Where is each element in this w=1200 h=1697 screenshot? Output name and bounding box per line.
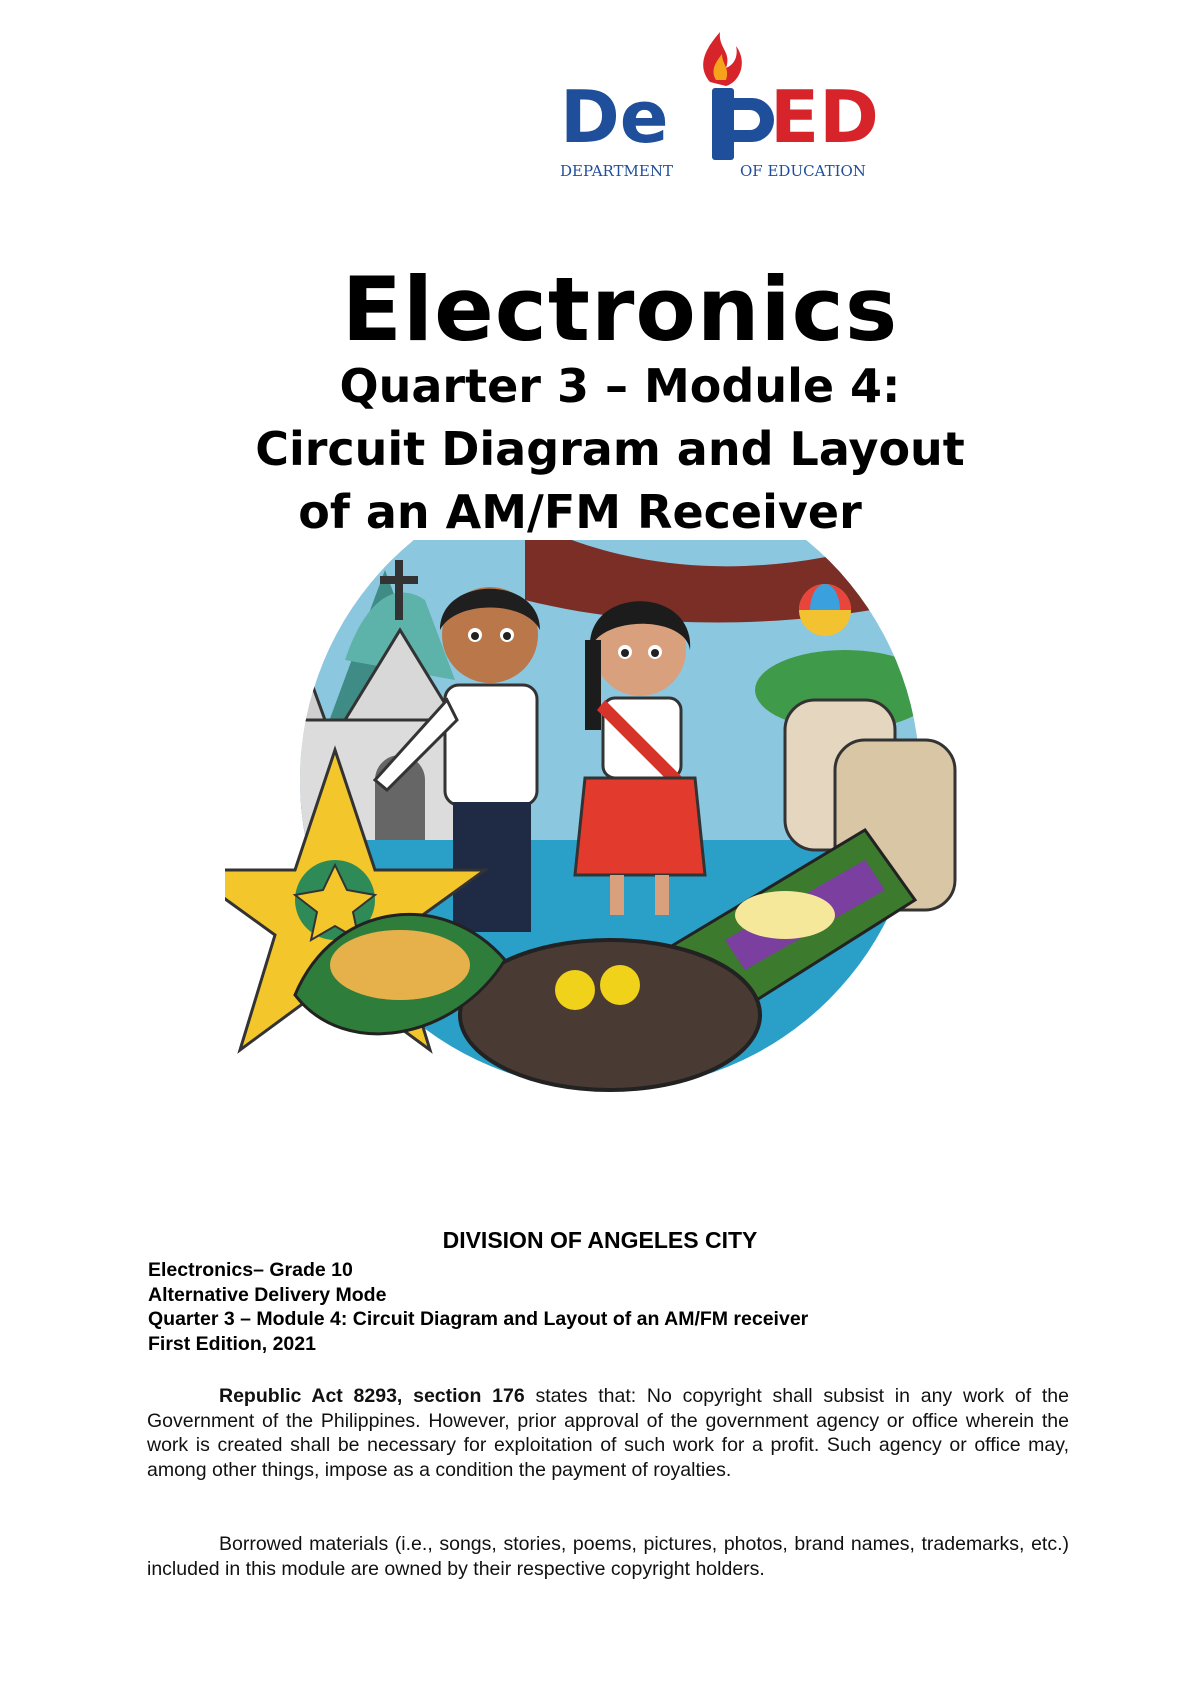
meta-line-module: Quarter 3 – Module 4: Circuit Diagram and Layout of an AM/FM receiver — [148, 1308, 809, 1330]
deped-tagline-left: DEPARTMENT — [560, 162, 673, 180]
copyright-paragraph — [147, 1384, 1069, 1482]
module-subtitle-line1: Quarter 3 – Module 4: — [339, 359, 901, 413]
meta-line-mode: Alternative Delivery Mode — [148, 1283, 387, 1306]
meta-line-grade: Electronics– Grade 10 — [148, 1259, 353, 1281]
module-metadata — [148, 1258, 808, 1356]
division-heading: DIVISION OF ANGELES CITY — [442, 1227, 758, 1253]
module-subtitle-line2: Circuit Diagram and Layout — [255, 422, 965, 476]
svg-text:ED: ED — [770, 75, 879, 159]
borrowed-materials-text: Borrowed materials (i.e., songs, stories, poems, pictures, photos, brand names, trademarks, etc.) included in this module are owned by their respective copyright holders. — [147, 1533, 1069, 1580]
copyright-paragraph-text: states that: No copyright shall subsist in any work of the Government of the Philippines. However, prior approval of the government agency or office wherein the work is created shall be necessary for exploitation of such work for a profit. Such agency or office may, among other things, impose as a condition the payment of royalties. — [147, 1385, 1070, 1481]
copyright-law-reference: Republic Act 8293, section 176 — [219, 1385, 525, 1407]
module-subtitle-line3: of an AM/FM Receiver — [298, 485, 862, 539]
cover-illustration — [225, 540, 995, 1100]
deped-logo — [560, 24, 880, 184]
module-title: Electronics — [341, 258, 899, 361]
deped-tagline-right: OF EDUCATION — [740, 162, 866, 180]
borrowed-materials-paragraph — [147, 1532, 1069, 1581]
svg-text:De: De — [560, 75, 669, 159]
meta-line-edition: First Edition, 2021 — [148, 1332, 316, 1355]
